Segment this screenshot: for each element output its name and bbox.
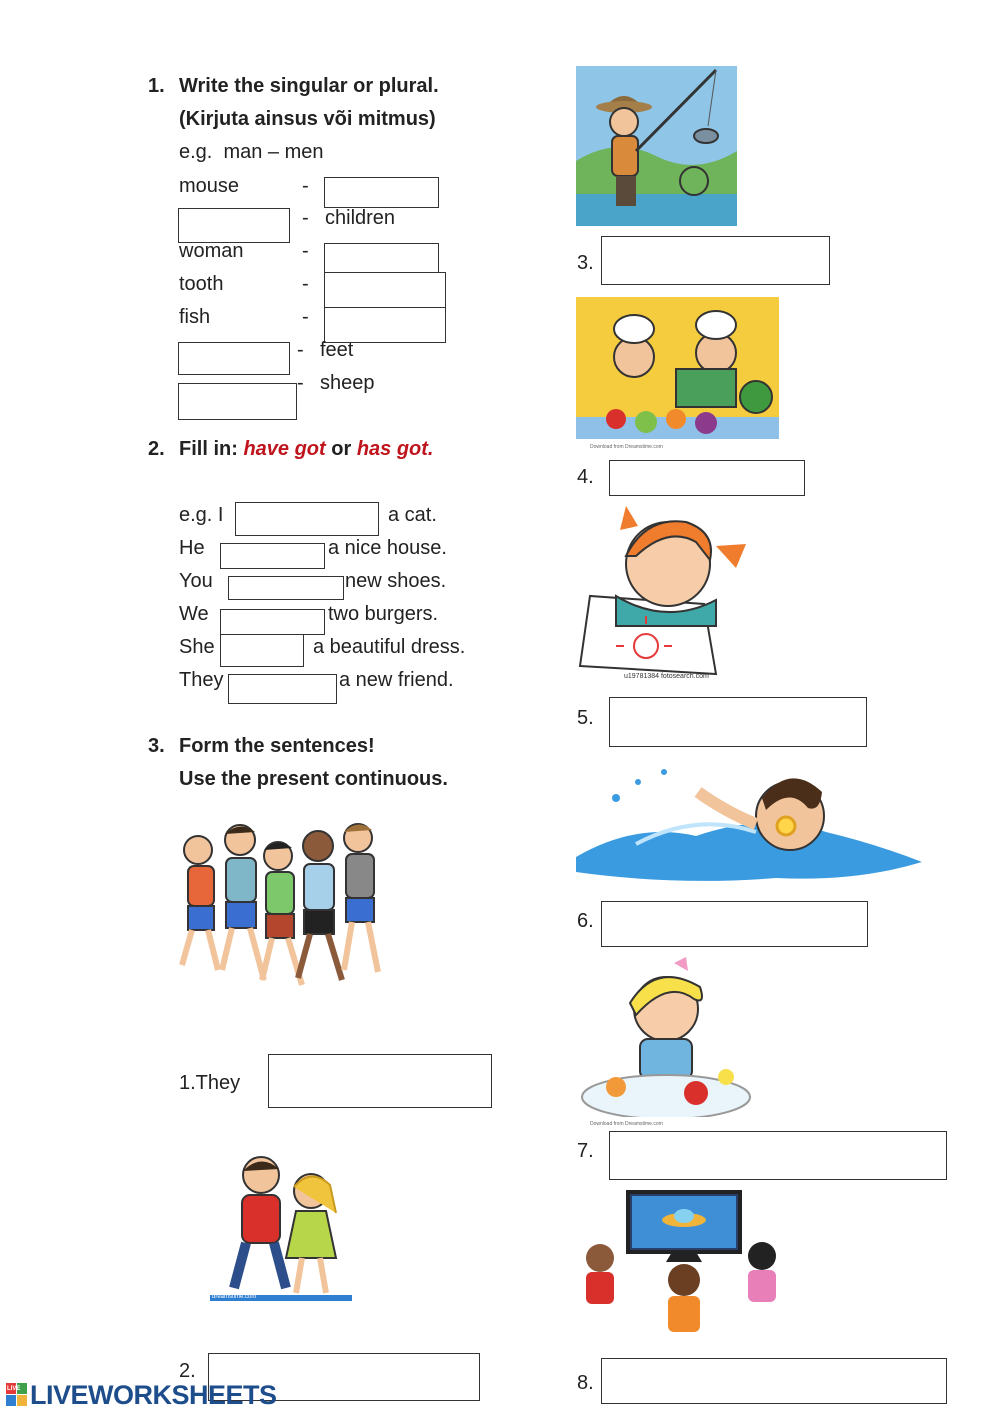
label-5: 5.	[577, 707, 594, 729]
rest-example: a cat.	[388, 504, 437, 526]
picture-cooks	[576, 297, 779, 455]
credit-cooks: Download from Dreamstime.com	[590, 444, 663, 450]
picture-swimmer	[576, 752, 922, 886]
credit-dishes: Download from Dreamstime.com	[590, 1121, 663, 1127]
answer-box-1[interactable]	[268, 1054, 492, 1108]
dash: -	[302, 175, 309, 197]
answer-box-7[interactable]	[609, 1131, 947, 1180]
rest-they: a new friend.	[339, 669, 454, 691]
section2-conj: or	[325, 438, 357, 460]
word-woman: woman	[179, 240, 244, 262]
answer-box-fish-plural[interactable]	[324, 307, 446, 343]
liveworksheets-brand: LIVEWORKSHEETS	[30, 1380, 277, 1410]
answer-box-5[interactable]	[609, 697, 867, 747]
subject-he: He	[179, 537, 205, 559]
subject-she: She	[179, 636, 215, 658]
option-has-got: has got.	[356, 438, 434, 460]
answer-box-example[interactable]	[235, 502, 379, 536]
picture-girl-drawing	[576, 496, 756, 682]
word-children: children	[325, 207, 396, 229]
answer-box-mouse-plural[interactable]	[324, 177, 439, 208]
section1-title: Write the singular or plural.	[179, 75, 439, 97]
label-4: 4.	[577, 466, 594, 488]
picture-girl-washing-dishes	[576, 957, 762, 1133]
picture-runners	[178, 820, 398, 1000]
dash: -	[302, 207, 309, 229]
credit-dancers: dreamstime.com	[212, 1294, 257, 1300]
rest-you: new shoes.	[345, 570, 447, 592]
section3-subtitle: Use the present continuous.	[179, 768, 448, 790]
word-sheep: sheep	[320, 372, 375, 394]
dash: -	[302, 273, 309, 295]
subject-they: They	[179, 669, 224, 691]
answer-box-6[interactable]	[601, 901, 868, 947]
label-8: 8.	[577, 1372, 594, 1394]
label-6: 6.	[577, 910, 594, 932]
runner-figure	[182, 836, 218, 970]
picture-children-watching-tv	[576, 1186, 786, 1342]
runner-figure	[222, 825, 264, 980]
answer-box-he[interactable]	[220, 543, 325, 569]
answer-box-she[interactable]	[220, 634, 304, 667]
label-3: 3.	[577, 252, 594, 274]
runner-figure	[298, 831, 342, 980]
word-feet: feet	[320, 339, 354, 361]
answer-box-woman-plural[interactable]	[324, 243, 439, 274]
answer-box-feet-singular[interactable]	[178, 342, 290, 375]
answer-box-you[interactable]	[228, 576, 344, 600]
word-mouse: mouse	[179, 175, 240, 197]
liveworksheets-logo-letters: LIVE	[7, 1386, 21, 1392]
subject-example: e.g. I	[179, 504, 224, 526]
section2-title	[179, 438, 433, 461]
answer-box-sheep-singular[interactable]	[178, 383, 297, 420]
subject-you: You	[179, 570, 213, 592]
rest-she: a beautiful dress.	[313, 636, 466, 658]
option-have-got: have got	[243, 438, 326, 460]
label-2: 2.	[179, 1360, 196, 1382]
rest-we: two burgers.	[328, 603, 439, 625]
section1-number: 1.	[148, 75, 165, 97]
credit-drawing: u19781384 fotosearch.com	[624, 673, 709, 680]
answer-box-children-singular[interactable]	[178, 208, 290, 243]
word-fish: fish	[179, 306, 211, 328]
picture-dancers	[206, 1153, 356, 1305]
answer-box-8[interactable]	[601, 1358, 947, 1404]
section1-example: e.g. man – men	[179, 141, 324, 163]
dash: -	[297, 372, 304, 394]
runner-figure	[262, 842, 302, 985]
answer-box-they[interactable]	[228, 674, 337, 704]
dash: -	[297, 339, 304, 361]
runner-figure	[344, 824, 378, 972]
picture-fisherman	[576, 66, 737, 226]
section1-subtitle: (Kirjuta ainsus või mitmus)	[179, 108, 436, 130]
answer-box-tooth-plural[interactable]	[324, 272, 446, 308]
answer-box-4[interactable]	[609, 460, 805, 496]
word-tooth: tooth	[179, 273, 224, 295]
dash: -	[302, 306, 309, 328]
answer-box-3[interactable]	[601, 236, 830, 285]
dash: -	[302, 240, 309, 262]
label-1: 1.They	[179, 1072, 241, 1094]
answer-box-we[interactable]	[220, 609, 325, 635]
rest-he: a nice house.	[328, 537, 447, 559]
section2-title-prefix: Fill in:	[179, 438, 244, 460]
section3-number: 3.	[148, 735, 165, 757]
section3-title: Form the sentences!	[179, 735, 375, 757]
label-7: 7.	[577, 1140, 594, 1162]
subject-we: We	[179, 603, 209, 625]
section2-number: 2.	[148, 438, 165, 460]
